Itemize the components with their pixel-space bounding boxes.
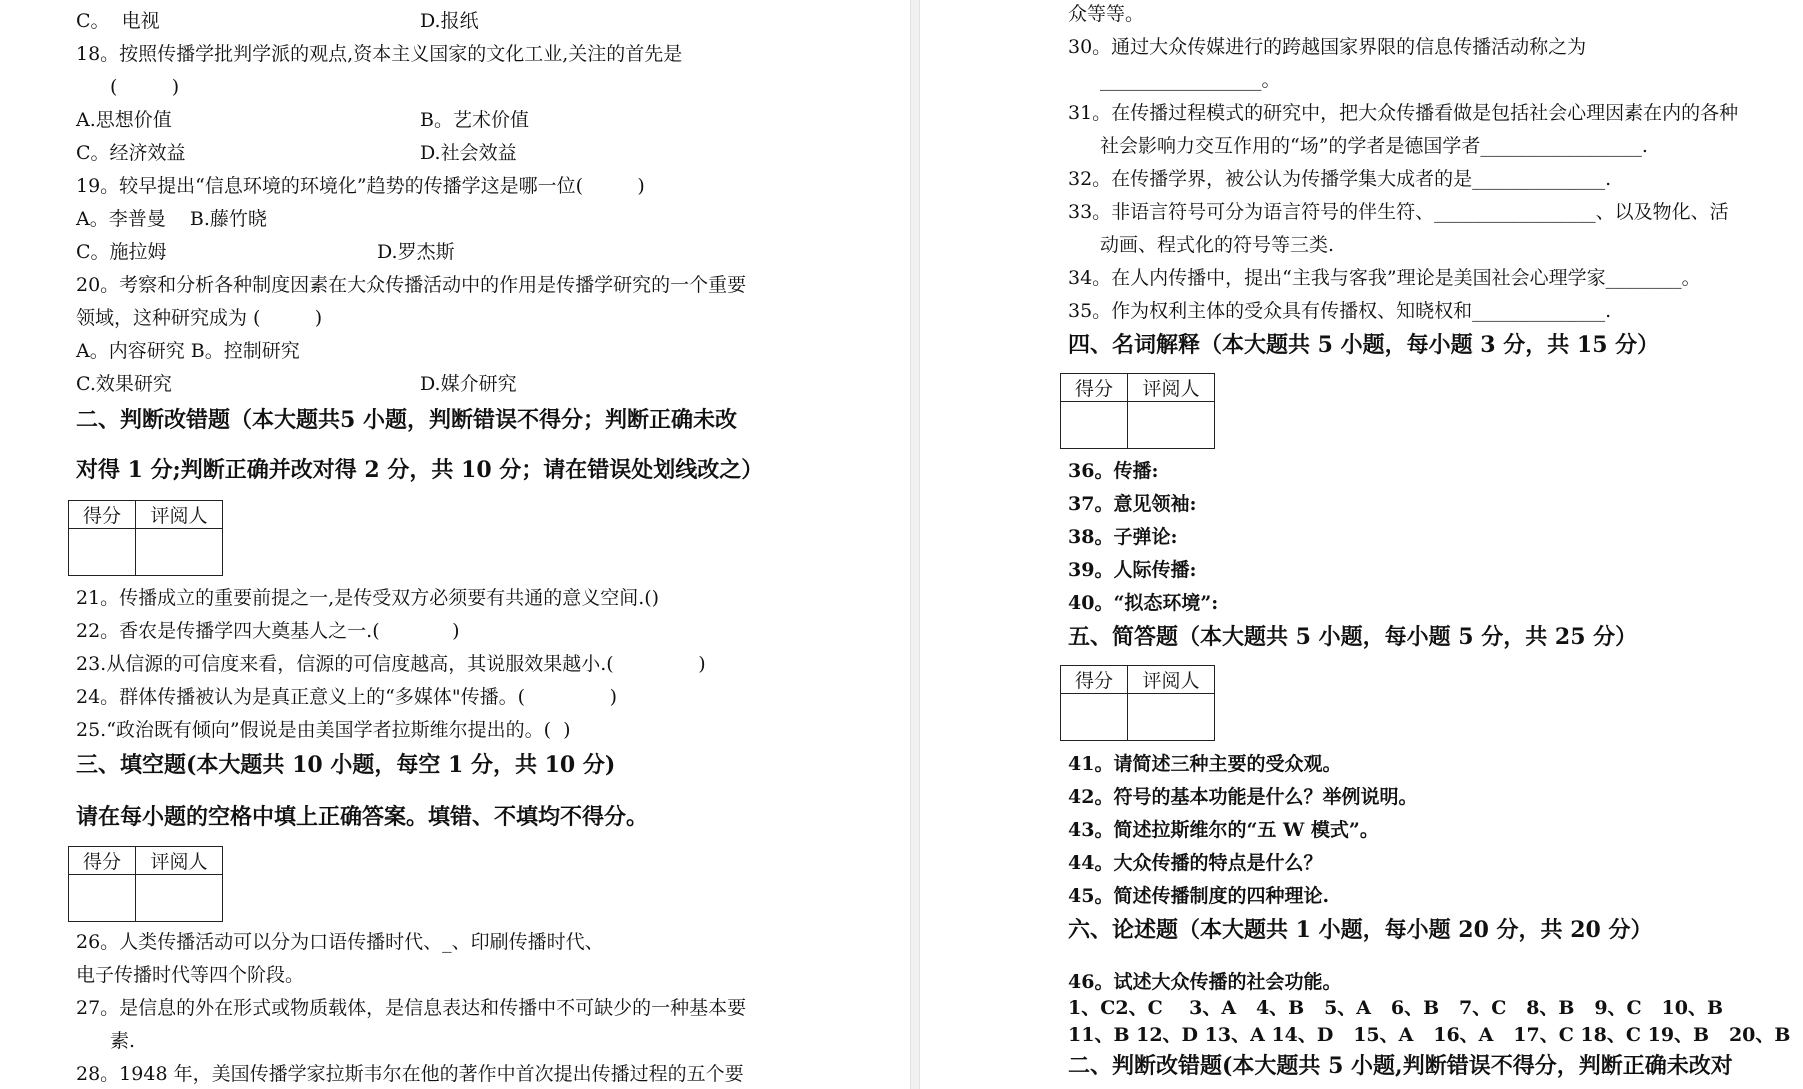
left-text-line: 25.“政治既有倾向”假说是由美国学者拉斯维尔提出的。( ): [76, 719, 571, 741]
score-label: 得分: [1061, 374, 1128, 402]
left-text-line: 20。考察和分析各种制度因素在大众传播活动中的作用是传播学研究的一个重要: [76, 274, 747, 296]
right-text-line: 1、C2、C 3、A 4、B 5、A 6、B 7、C 8、B 9、C 10、B: [1068, 997, 1723, 1019]
score-label: 得分: [69, 847, 136, 875]
right-text-line: 35。作为权利主体的受众具有传播权、知晓权和______________.: [1068, 300, 1612, 322]
left-text-line: B。艺术价值: [420, 109, 529, 131]
left-text-line: 26。人类传播活动可以分为口语传播时代、_、印刷传播时代、: [76, 931, 604, 953]
reviewer-label: 评阅人: [1128, 666, 1215, 694]
right-text-line: 39。人际传播:: [1068, 559, 1197, 581]
left-text-line: 电子传播时代等四个阶段。: [76, 964, 305, 986]
left-text-line: 18。按照传播学批判学派的观点,资本主义国家的文化工业,关注的首先是: [76, 43, 683, 65]
left-text-line: A。内容研究 B。控制研究: [76, 340, 300, 362]
left-text-line: 27。是信息的外在形式或物质载体，是信息表达和传播中不可缺少的一种基本要: [76, 997, 747, 1019]
score-cell: [69, 529, 136, 576]
score-table: [68, 500, 223, 576]
left-text-line: 21。传播成立的重要前提之一,是传受双方必须要有共通的意义空间.(): [76, 587, 660, 609]
right-text-line: 37。意见领袖:: [1068, 493, 1197, 515]
left-text-line: 领域，这种研究成为 ( ): [76, 307, 323, 329]
score-cell: [1061, 402, 1128, 449]
right-section-heading: 二、判断改错题(本大题共 5 小题,判断错误不得分，判断正确未改对: [1068, 1053, 1733, 1079]
reviewer-cell: [1128, 402, 1215, 449]
right-text-line: 众等等。: [1068, 3, 1145, 25]
right-text-line: 45。简述传播制度的四种理论.: [1068, 885, 1330, 907]
reviewer-label: 评阅人: [1128, 374, 1215, 402]
left-section-heading: 请在每小题的空格中填上正确答案。填错、不填均不得分。: [76, 804, 649, 830]
right-text-line: 44。大众传播的特点是什么？: [1068, 852, 1323, 874]
score-label: 得分: [1061, 666, 1128, 694]
score-cell: [69, 875, 136, 922]
right-text-line: 34。在人内传播中，提出“主我与客我”理论是美国社会心理学家________。: [1068, 267, 1701, 289]
right-text-line: 社会影响力交互作用的“场”的学者是德国学者_________________.: [1100, 135, 1648, 157]
left-section-heading: 三、填空题(本大题共 10 小题，每空 1 分，共 10 分): [76, 752, 616, 778]
left-section-heading: 对得 1 分;判断正确并改对得 2 分，共 10 分；请在错误处划线改之）: [76, 457, 764, 483]
score-cell: [1061, 694, 1128, 741]
left-text-line: D.媒介研究: [420, 373, 517, 395]
left-text-line: D.报纸: [420, 10, 479, 32]
right-text-line: 43。简述拉斯维尔的“五 W 模式”。: [1068, 819, 1379, 841]
right-text-line: 38。子弹论:: [1068, 526, 1178, 548]
score-label: 得分: [69, 501, 136, 529]
reviewer-label: 评阅人: [136, 847, 223, 875]
score-table: [68, 846, 223, 922]
reviewer-label: 评阅人: [136, 501, 223, 529]
right-text-line: 11、B 12、D 13、A 14、D 15、A 16、A 17、C 18、C 19、B 20、B: [1068, 1024, 1791, 1046]
right-text-line: 31。在传播过程模式的研究中，把大众传播看做是包括社会心理因素在内的各种: [1068, 102, 1739, 124]
reviewer-cell: [136, 875, 223, 922]
left-text-line: 素.: [110, 1030, 136, 1052]
left-section-heading: 二、判断改错题（本大题共5 小题，判断错误不得分；判断正确未改: [76, 407, 737, 433]
left-text-line: C。施拉姆: [76, 241, 167, 263]
right-section-heading: 六、论述题（本大题共 1 小题，每小题 20 分，共 20 分）: [1068, 917, 1653, 943]
reviewer-cell: [1128, 694, 1215, 741]
right-text-line: 41。请简述三种主要的受众观。: [1068, 753, 1342, 775]
right-text-line: 40。“拟态环境”:: [1068, 592, 1219, 614]
right-text-line: _________________。: [1100, 69, 1281, 91]
left-text-line: C。经济效益: [76, 142, 186, 164]
right-text-line: 33。非语言符号可分为语言符号的伴生符、_________________、以及物化、活: [1068, 201, 1729, 223]
left-text-line: ( ): [110, 76, 180, 98]
right-text-line: 42。符号的基本功能是什么？举例说明。: [1068, 786, 1418, 808]
left-text-line: D.社会效益: [420, 142, 517, 164]
left-text-line: 22。香农是传播学四大奠基人之一.( ): [76, 620, 460, 642]
reviewer-cell: [136, 529, 223, 576]
right-text-line: 32。在传播学界，被公认为传播学集大成者的是______________.: [1068, 168, 1612, 190]
right-section-heading: 四、名词解释（本大题共 5 小题，每小题 3 分，共 15 分）: [1068, 332, 1660, 358]
right-text-line: 46。试述大众传播的社会功能。: [1068, 971, 1342, 993]
right-text-line: 动画、程式化的符号等三类.: [1100, 234, 1335, 256]
page-gutter: [910, 0, 920, 1089]
right-text-line: 30。通过大众传媒进行的跨越国家界限的信息传播活动称之为: [1068, 36, 1587, 58]
left-text-line: 23.从信源的可信度来看，信源的可信度越高，其说服效果越小.( ): [76, 653, 706, 675]
left-text-line: 28。1948 年，美国传播学家拉斯韦尔在他的著作中首次提出传播过程的五个要: [76, 1063, 744, 1085]
right-page: [920, 0, 1803, 1089]
left-text-line: C。 电视: [76, 10, 160, 32]
left-text-line: 19。较早提出“信息环境的环境化”趋势的传播学这是哪一位( ): [76, 175, 645, 197]
left-text-line: D.罗杰斯: [377, 241, 455, 263]
right-section-heading: 五、简答题（本大题共 5 小题，每小题 5 分，共 25 分）: [1068, 624, 1638, 650]
left-text-line: C.效果研究: [76, 373, 172, 395]
left-text-line: A。李普曼 B.藤竹晓: [76, 208, 267, 230]
score-table: [1060, 665, 1215, 741]
left-text-line: A.思想价值: [76, 109, 172, 131]
right-text-line: 36。传播:: [1068, 460, 1159, 482]
left-text-line: 24。群体传播被认为是真正意义上的“多媒体"传播。( ): [76, 686, 618, 708]
score-table: [1060, 373, 1215, 449]
